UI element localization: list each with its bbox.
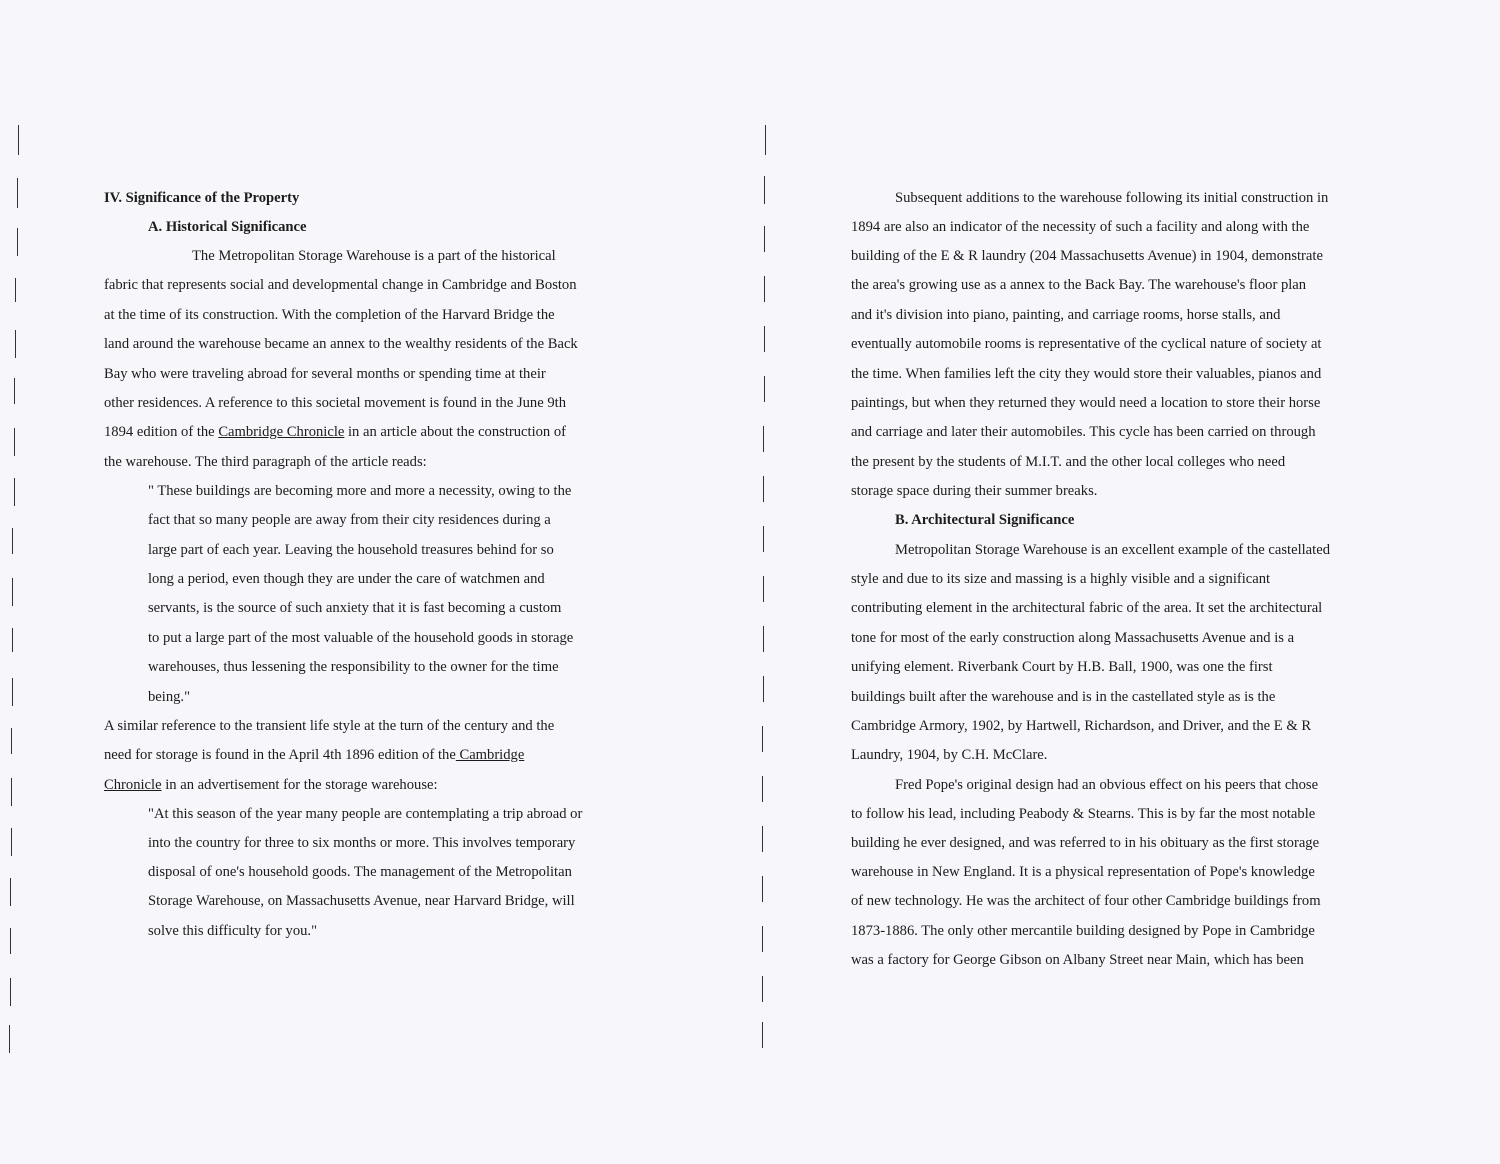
margin-tick xyxy=(762,826,763,852)
margin-tick xyxy=(12,678,13,706)
margin-tick xyxy=(763,676,764,702)
text-line: style and due to its size and massing is a highly visible and a significant xyxy=(851,571,1271,587)
quote-line: "At this season of the year many people are contemplating a trip abroad or xyxy=(148,806,583,822)
text-line: and it's division into piano, painting, and carriage rooms, horse stalls, and xyxy=(851,307,1281,323)
text-line: the warehouse. The third paragraph of the article reads: xyxy=(104,454,427,470)
text-line xyxy=(104,745,524,765)
section-heading: IV. Significance of the Property xyxy=(104,190,300,206)
margin-tick xyxy=(763,626,764,652)
text-line: the area's growing use as a annex to the Back Bay. The warehouse's floor plan xyxy=(851,277,1307,293)
text-line: paintings, but when they returned they would need a location to store their horse xyxy=(851,395,1321,411)
text-line: Cambridge Armory, 1902, by Hartwell, Richardson, and Driver, and the E & R xyxy=(851,718,1312,734)
margin-tick xyxy=(762,726,763,752)
text-line: A similar reference to the transient life style at the turn of the century and the xyxy=(104,718,555,734)
quote-line: " These buildings are becoming more and more a necessity, owing to the xyxy=(148,483,572,499)
quote-line: into the country for three to six months or more. This involves temporary xyxy=(148,835,576,851)
quote-line: fact that so many people are away from their city residences during a xyxy=(148,512,551,528)
right-page xyxy=(750,0,1500,1164)
text-line: eventually automobile rooms is representative of the cyclical nature of society at xyxy=(851,336,1322,352)
text-fragment: in an advertisement for the storage warehouse: xyxy=(161,777,438,793)
margin-tick xyxy=(14,478,15,506)
margin-tick xyxy=(764,226,765,252)
text-line: Laundry, 1904, by C.H. McClare. xyxy=(851,747,1048,763)
text-line: Fred Pope's original design had an obvious effect on his peers that chose xyxy=(895,777,1319,793)
quote-line: servants, is the source of such anxiety that it is fast becoming a custom xyxy=(148,600,562,616)
text-line: fabric that represents social and developmental change in Cambridge and Boston xyxy=(104,277,577,293)
margin-tick xyxy=(762,976,763,1002)
margin-tick xyxy=(762,926,763,952)
text-line: building he ever designed, and was referred to in his obituary as the first storage xyxy=(851,835,1320,851)
text-line: the present by the students of M.I.T. and the other local colleges who need xyxy=(851,454,1286,470)
text-line: 1873-1886. The only other mercantile building designed by Pope in Cambridge xyxy=(851,923,1315,939)
margin-tick xyxy=(14,378,15,404)
text-line xyxy=(104,422,566,442)
margin-tick xyxy=(763,576,764,602)
margin-tick xyxy=(763,526,764,552)
text-line: warehouse in New England. It is a physical representation of Pope's knowledge xyxy=(851,864,1315,880)
text-line: Metropolitan Storage Warehouse is an excellent example of the castellated xyxy=(895,542,1330,558)
margin-tick xyxy=(762,1022,763,1048)
margin-tick xyxy=(17,228,18,256)
margin-tick xyxy=(764,276,765,302)
margin-tick xyxy=(15,278,16,302)
text-line: the time. When families left the city they would store their valuables, pianos and xyxy=(851,366,1322,382)
text-line: unifying element. Riverbank Court by H.B. Ball, 1900, was one the first xyxy=(851,659,1273,675)
text-line: land around the warehouse became an annex to the wealthy residents of the Back xyxy=(104,336,578,352)
text-line: building of the E & R laundry (204 Massachusetts Avenue) in 1904, demonstrate xyxy=(851,248,1323,264)
margin-tick xyxy=(17,178,18,208)
margin-tick xyxy=(10,878,11,906)
margin-tick xyxy=(12,528,13,554)
margin-tick xyxy=(765,125,766,155)
publication-title: Cambridge Chronicle xyxy=(218,424,345,440)
margin-tick xyxy=(764,176,765,204)
subheading-architectural: B. Architectural Significance xyxy=(895,512,1075,528)
text-line: was a factory for George Gibson on Albany Street near Main, which has been xyxy=(851,952,1304,968)
text-line: other residences. A reference to this societal movement is found in the June 9th xyxy=(104,395,567,411)
text-line: storage space during their summer breaks. xyxy=(851,483,1098,499)
margin-tick xyxy=(764,376,765,402)
margin-tick xyxy=(764,326,765,352)
margin-tick xyxy=(763,426,764,452)
margin-tick xyxy=(9,1025,10,1053)
quote-line: disposal of one's household goods. The management of the Metropolitan xyxy=(148,864,572,880)
text-line xyxy=(104,775,438,795)
publication-title: Chronicle xyxy=(104,777,162,793)
margin-tick xyxy=(10,928,11,954)
subheading-historical: A. Historical Significance xyxy=(148,219,307,235)
margin-tick xyxy=(763,476,764,502)
quote-line: large part of each year. Leaving the household treasures behind for so xyxy=(148,542,554,558)
margin-tick xyxy=(11,828,12,856)
quote-line: long a period, even though they are under the care of watchmen and xyxy=(148,571,545,587)
text-line: Bay who were traveling abroad for several months or spending time at their xyxy=(104,366,546,382)
text-line: of new technology. He was the architect of four other Cambridge buildings from xyxy=(851,893,1321,909)
quote-line: being." xyxy=(148,689,191,705)
text-fragment: in an article about the construction of xyxy=(344,424,567,440)
quote-line: solve this difficulty for you." xyxy=(148,923,318,939)
margin-tick xyxy=(11,728,12,754)
publication-title: Cambridge xyxy=(455,747,525,763)
text-line: 1894 are also an indicator of the necessity of such a facility and along with the xyxy=(851,219,1310,235)
text-fragment: 1894 edition of the xyxy=(104,424,219,440)
text-line: buildings built after the warehouse and is in the castellated style as is the xyxy=(851,689,1276,705)
text-line: Subsequent additions to the warehouse following its initial construction in xyxy=(895,190,1329,206)
margin-tick xyxy=(12,578,13,606)
text-line: to follow his lead, including Peabody & Stearns. This is by far the most notable xyxy=(851,806,1316,822)
quote-line: warehouses, thus lessening the responsibility to the owner for the time xyxy=(148,659,559,675)
quote-line: Storage Warehouse, on Massachusetts Avenue, near Harvard Bridge, will xyxy=(148,893,575,909)
text-line: and carriage and later their automobiles. This cycle has been carried on through xyxy=(851,424,1316,440)
margin-tick xyxy=(11,778,12,806)
margin-tick xyxy=(14,428,15,456)
margin-tick xyxy=(10,978,11,1006)
quote-line: to put a large part of the most valuable of the household goods in storage xyxy=(148,630,574,646)
margin-tick xyxy=(12,628,13,652)
margin-tick xyxy=(762,876,763,902)
margin-tick xyxy=(18,125,19,155)
text-fragment: need for storage is found in the April 4th 1896 edition of the xyxy=(104,747,456,763)
text-line: The Metropolitan Storage Warehouse is a part of the historical xyxy=(192,248,556,264)
text-line: contributing element in the architectural fabric of the area. It set the architectural xyxy=(851,600,1323,616)
text-line: tone for most of the early construction along Massachusetts Avenue and is a xyxy=(851,630,1295,646)
margin-tick xyxy=(15,330,16,358)
text-line: at the time of its construction. With the completion of the Harvard Bridge the xyxy=(104,307,555,323)
margin-tick xyxy=(762,776,763,802)
